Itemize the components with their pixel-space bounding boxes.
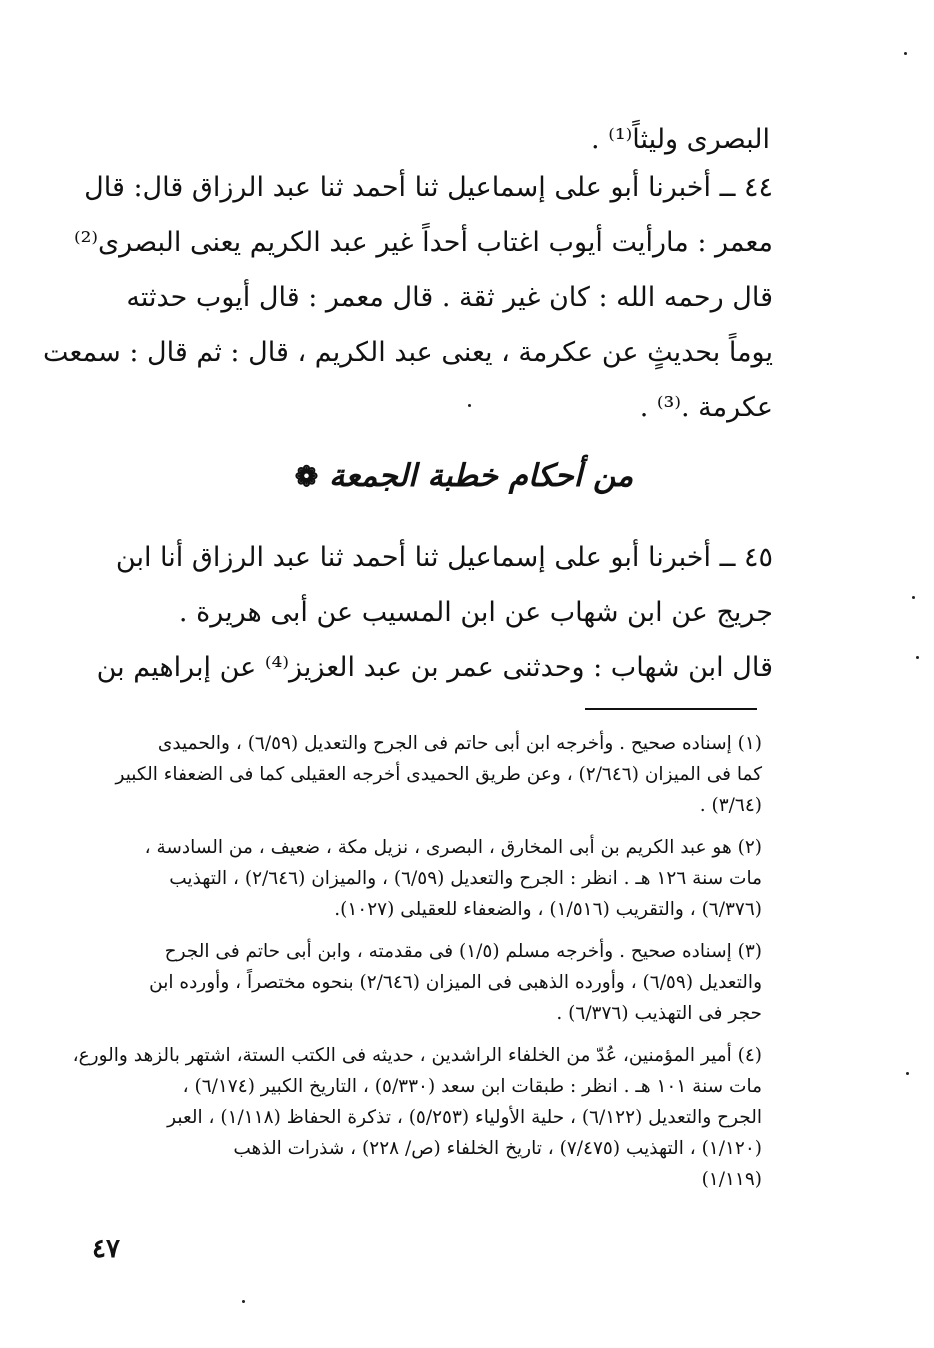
footnote-line: كما فى الميزان (٢/٦٤٦) ، وعن طريق الحميدى أخرجه العقيلى كما فى الضعفاء الكبير [115,764,762,785]
body-line: قال رحمه الله : كان غير ثقة . قال معمر : قال أيوب حدثته [126,282,773,313]
footnote-line: (٣) إسناده صحيح . وأخرجه مسلم (١/٥) فى مقدمته ، وابن أبى حاتم فى الجرح [164,941,762,962]
continuation-line [560,112,770,167]
body-line: يوماً بحديثٍ عن عكرمة ، يعنى عبد الكريم ، قال : ثم قال : سمعت [43,337,773,368]
footnote-line: (٣/٦٤) . [699,795,762,816]
paragraph-44 [43,160,773,435]
body-line: ٤٥ ــ أخبرنا أبو على إسماعيل ثنا أحمد ثنا عبد الرزاق أنا ابن [115,542,773,573]
scan-speck [916,656,919,659]
footnote-4 [72,1040,762,1195]
footnote-line: (٢) هو عبد الكريم بن أبى المخارق ، البصرى ، نزيل مكة ، ضعيف ، من السادسة ، [144,837,762,858]
footnote-separator [585,708,757,710]
body-line: عكرمة .⁽³⁾ . [639,392,773,423]
page-number: ٤٧ [92,1234,120,1264]
footnote-line: الجرح والتعديل (٦/١٢٢) ، حلية الأولياء (٥/٢٥٣) ، تذكرة الحفاظ (١/١١٨) ، العبر [167,1107,762,1128]
scan-speck [906,1072,909,1075]
footnote-line: حجر فى التهذيب (٦/٣٧٦) . [556,1003,762,1024]
footnote-line: والتعديل (٦/٥٩) ، وأورده الذهبى فى الميزان (٢/٦٤٦) بنحوه مختصراً ، وأورده ابن [149,972,762,993]
scan-speck [242,1300,245,1303]
body-line: قال ابن شهاب : وحدثنى عمر بن عبد العزيز⁽⁴⁾ عن إبراهيم بن [96,652,773,683]
footnote-3 [100,936,762,1029]
paragraph-45 [92,530,773,695]
heading-text: من أحكام خطبة الجمعة [329,458,634,494]
footnote-line: مات سنة ١٠١ هـ . انظر : طبقات ابن سعد (٥/٣٣٠) ، التاريخ الكبير (٦/١٧٤) ، [182,1076,762,1097]
footnote-line: (١/١٢٠) ، التهذيب (٧/٤٧٥) ، تاريخ الخلفاء (ص/ ٢٢٨) ، شذرات الذهب [233,1138,762,1159]
body-line: ٤٤ ــ أخبرنا أبو على إسماعيل ثنا أحمد ثنا عبد الرزاق قال: قال [84,172,773,203]
body-line: معمر : مارأيت أيوب اغتاب أحداً غير عبد الكريم يعنى البصرى⁽²⁾ [73,227,773,258]
footnote-line: (٤) أمير المؤمنين، عُدّ من الخلفاء الراشدين ، حديثه فى الكتب الستة، اشتهر بالزهد والورع، [72,1045,762,1066]
footnote-line: (١) إسناده صحيح . وأخرجه ابن أبى حاتم فى الجرح والتعديل (٦/٥٩) ، والحميدى [157,733,762,754]
footnote-line: (٦/٣٧٦) ، والتقريب (١/٥١٦) ، والضعفاء للعقيلى (١٠٢٧). [334,899,762,920]
section-heading [220,448,700,504]
scan-speck [468,404,471,407]
body-line: جريج عن ابن شهاب عن ابن المسيب عن أبى هريرة . [178,597,773,628]
footnote-line: مات سنة ١٢٦ هـ . انظر : الجرح والتعديل (٦/٥٩) ، والميزان (٢/٦٤٦) ، التهذيب [169,868,762,889]
body-line: البصرى وليثاً⁽¹⁾ . [591,124,770,155]
flower-ornament-icon: ❁ [294,460,319,493]
footnote-2 [100,832,762,925]
scan-speck [912,596,915,599]
footnote-line: (١/١١٩) [701,1169,762,1190]
footnote-1 [100,728,762,821]
scan-speck [904,52,907,55]
